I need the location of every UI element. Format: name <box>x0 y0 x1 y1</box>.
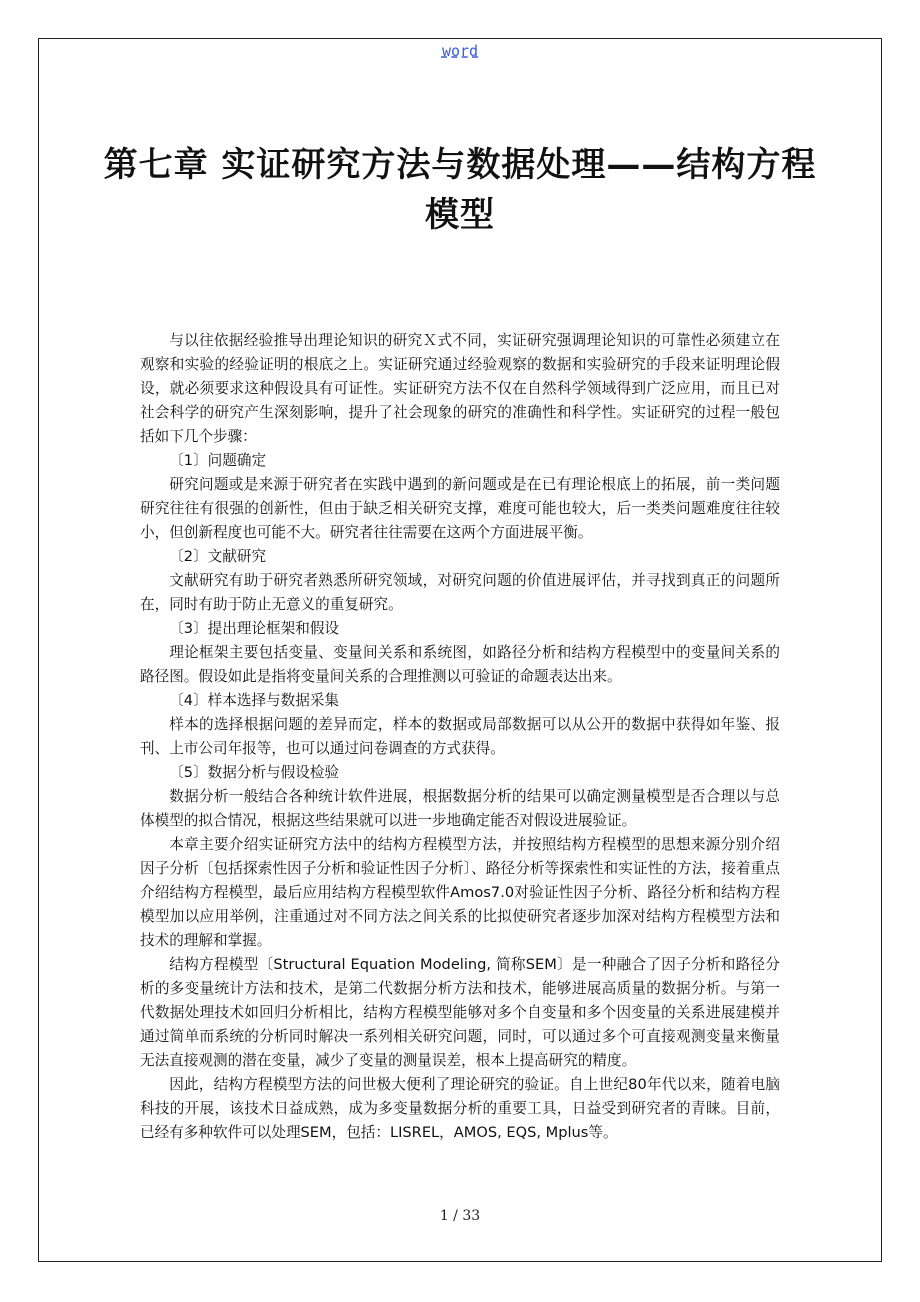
step-heading-4: 〔4〕样本选择与数据采集 <box>169 692 340 709</box>
step-heading-2: 〔2〕文献研究 <box>169 548 267 565</box>
paragraph-sem-history: 因此，结构方程模型方法的问世极大便利了理论研究的验证。自上世纪80年代以来，随着电脑科技的开展，该技术日益成熟，成为多变量数据分析的重要工具，日益受到研究者的青睐。目前，已经有多种软件可以处理SEM，包括：LISREL，AMOS, EQS, Mplus等。 <box>140 1076 780 1141</box>
document-body <box>140 329 780 1145</box>
paragraph-step-4: 样本的选择根据问题的差异而定，样本的数据或局部数据可以从公开的数据中获得如年鉴、报刊、上市公司年报等，也可以通过问卷调查的方式获得。 <box>140 716 780 757</box>
paragraph-step-3: 理论框架主要包括变量、变量间关系和系统图，如路径分析和结构方程模型中的变量间关系的路径图。假设如此是指将变量间关系的合理推测以可验证的命题表达出来。 <box>140 644 780 685</box>
page-number: 1 / 33 <box>439 1208 481 1224</box>
paragraph-sem-definition: 结构方程模型〔Structural Equation Modeling, 简称SEM〕是一种融合了因子分析和路径分析的多变量统计方法和技术，是第二代数据分析方法和技术，能够进展高质量的数据分析。与第一代数据处理技术如回归分析相比，结构方程模型能够对多个自变量和多个因变量的关系进展建模并通过简单而系统的分析同时解决一系列相关研究问题，同时，可以通过多个可直接观测变量来衡量无法直接观测的潜在变量，减少了变量的测量误差，根本上提高研究的精度。 <box>140 956 780 1069</box>
paragraph-step-5: 数据分析一般结合各种统计软件进展，根据数据分析的结果可以确定测量模型是否合理以与总体模型的拟合情况，根据这些结果就可以进一步地确定能否对假设进展验证。 <box>140 788 780 829</box>
step-heading-3: 〔3〕提出理论框架和假设 <box>169 620 340 637</box>
paragraph-step-2: 文献研究有助于研究者熟悉所研究领域，对研究问题的价值进展评估，并寻找到真正的问题所在，同时有助于防止无意义的重复研究。 <box>140 572 780 613</box>
paragraph-chapter-overview: 本章主要介绍实证研究方法中的结构方程模型方法，并按照结构方程模型的思想来源分别介绍因子分析〔包括探索性因子分析和验证性因子分析〕、路径分析等探索性和实证性的方法，接着重点介绍结构方程模型，最后应用结构方程模型软件Amos7.0对验证性因子分析、路径分析和结构方程模型加以应用举例，注重通过对不同方法之间关系的比拟使研究者逐步加深对结构方程模型方法和技术的理解和掌握。 <box>140 836 780 949</box>
header-word-link[interactable]: word <box>441 42 479 60</box>
paragraph-step-1: 研究问题或是来源于研究者在实践中遇到的新问题或是在已有理论根底上的拓展，前一类问题研究往往有很强的创新性，但由于缺乏相关研究支撑，难度可能也较大，后一类类问题难度往往较小，但创新程度也可能不大。研究者往往需要在这两个方面进展平衡。 <box>140 476 780 541</box>
step-heading-1: 〔1〕问题确定 <box>169 452 267 469</box>
chapter-title: 第七章 实证研究方法与数据处理——结构方程模型 <box>103 145 817 235</box>
paragraph-intro: 与以往依据经验推导出理论知识的研究Ｘ式不同，实证研究强调理论知识的可靠性必须建立在观察和实验的经验证明的根底之上。实证研究通过经验观察的数据和实验研究的手段来证明理论假设，就必须要求这种假设具有可证性。实证研究方法不仅在自然科学领域得到广泛应用，而且已对社会科学的研究产生深刻影响，提升了社会现象的研究的准确性和科学性。实证研究的过程一般包括如下几个步骤： <box>140 332 780 445</box>
step-heading-5: 〔5〕数据分析与假设检验 <box>169 764 340 781</box>
